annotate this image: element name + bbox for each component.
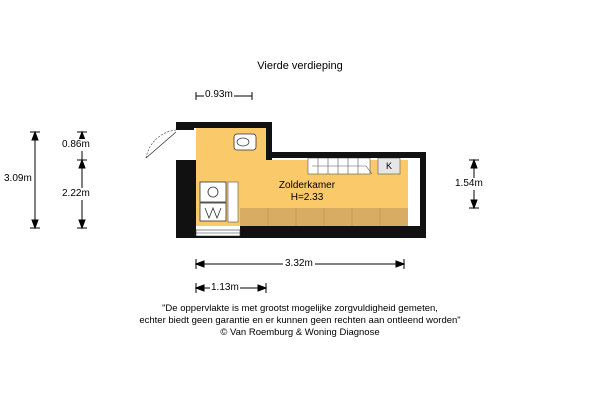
toilet [234, 134, 256, 150]
copyright: © Van Roemburg & Woning Diagnose [220, 327, 380, 338]
staircase [308, 158, 372, 174]
floor-title: Vierde verdieping [257, 60, 343, 72]
dim-upper-height: 0.86m [62, 139, 90, 150]
counter [228, 182, 238, 222]
disclaimer-line-1: "De oppervlakte is met grootst mogelijke zorgvuldigheid gemeten, [162, 303, 438, 314]
roof-slope [240, 208, 408, 226]
kitchen-marker: K [385, 161, 392, 171]
dim-top-width: 0.93m [205, 89, 233, 100]
dryer [200, 203, 226, 221]
dim-right-height: 1.54m [455, 178, 483, 189]
dim-total-width: 3.32m [285, 258, 313, 269]
dim-lower-height: 2.22m [62, 188, 90, 199]
dim-bottom-width: 1.13m [211, 282, 239, 293]
window [196, 230, 240, 236]
room-height: H=2.33 [290, 192, 324, 203]
washing-machine [200, 182, 226, 202]
disclaimer [0, 303, 600, 339]
room-name: Zolderkamer [278, 180, 336, 191]
door [146, 130, 176, 160]
dim-total-height: 3.09m [4, 173, 32, 184]
disclaimer-line-2: echter biedt geen garantie en er kunnen geen rechten aan ontleend worden" [139, 315, 461, 326]
